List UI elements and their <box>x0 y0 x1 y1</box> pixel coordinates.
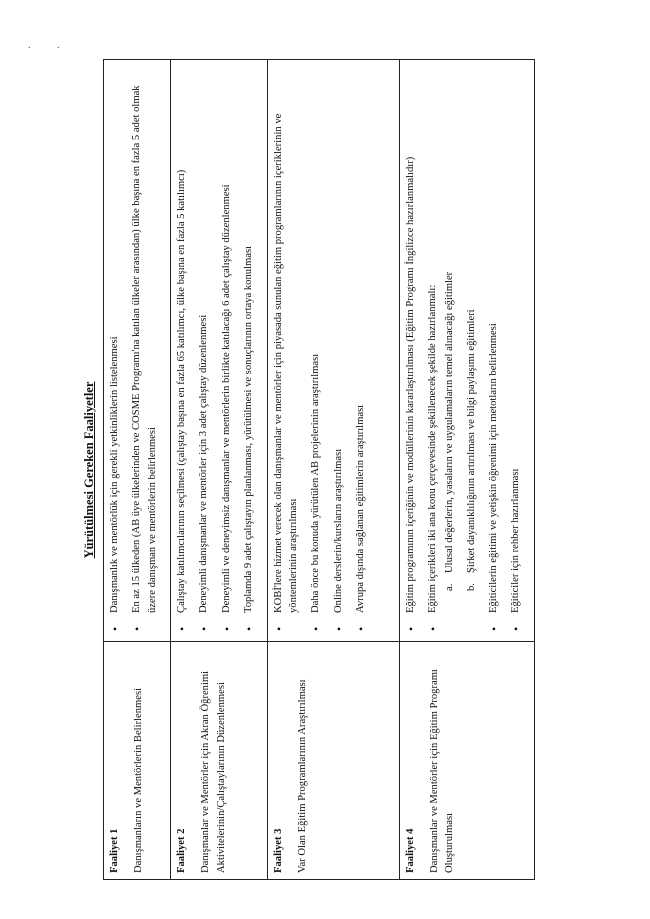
task-item <box>129 66 160 613</box>
task-text: Eğitim programının içeriğinin ve modüllerinin kararlaştırılması (Eğitim Programı İngilizce hazırlanmalıdır) <box>404 156 416 613</box>
document-title: Yürütülmesi Gereken Faaliyetler <box>82 381 96 559</box>
sub-task-text: Ulusal değerlerin, yasaların ve uygulamaların temel alınacağı eğitimler <box>444 271 456 573</box>
activity-name: Danışmanların ve Mentörlerin Belirlenmesi <box>133 687 145 873</box>
task-list <box>403 66 524 635</box>
activity-number: Faaliyet 3 <box>272 828 284 873</box>
activity-number: Faaliyet 2 <box>176 828 188 873</box>
task-item <box>308 66 323 613</box>
task-text: Avrupa dışında sağlanan eğitimlerin araştırılması <box>354 404 366 613</box>
activity-number: Faaliyet 4 <box>404 828 416 873</box>
task-item <box>486 66 501 613</box>
activity-tasks-cell <box>104 60 171 642</box>
activity-name: Danışmanlar ve Mentörler için Eğitim Programı Oluşturulması <box>428 669 456 873</box>
activity-title-cell <box>399 642 534 880</box>
activity-name: Var Olan Eğitim Programlarının Araştırılması <box>296 679 308 873</box>
task-item <box>196 66 211 613</box>
activity-title-cell <box>267 642 399 880</box>
task-text: KOBİ'lere hizmet verecek olan danışmanlar ve mentörler için piyasada sunulan eğitim programlarının içeriklerinin ve yöntemlerinin araştırılması <box>272 113 299 613</box>
task-item <box>508 66 523 613</box>
task-item <box>353 66 368 613</box>
task-item <box>219 66 234 613</box>
task-item <box>331 66 346 613</box>
task-item <box>241 66 256 613</box>
task-list <box>271 66 369 635</box>
task-text: Online derslerin/kursların araştırılması <box>332 448 344 613</box>
task-text: Eğiticilerin eğitimi ve yetişkin öğrenimi için metotların belirlenmesi <box>487 323 499 613</box>
activity-tasks-cell <box>267 60 399 642</box>
sub-task-item <box>442 66 457 591</box>
sub-task-text: Şirket dayanıklılığının artırılması ve bilgi paylaşımı eğitimleri <box>465 309 477 573</box>
scan-specks: . . <box>28 40 72 51</box>
sub-task-marker: b. <box>465 583 477 591</box>
activity-title-cell <box>171 642 267 880</box>
task-list <box>174 66 256 635</box>
task-text: Daha önce bu konuda yürütülen AB projelerinin araştırılması <box>310 353 322 613</box>
activity-row <box>104 60 171 880</box>
task-text: Danışmanlık ve mentörlük için gerekli yetkinliklerin listelenmesi <box>109 336 120 613</box>
task-item <box>174 66 189 613</box>
task-text: Eğiticiler için rehber hazırlanması <box>510 468 522 613</box>
activity-row <box>267 60 399 880</box>
activity-title-cell <box>104 642 171 880</box>
activity-tasks-cell <box>399 60 534 642</box>
task-text: En az 15 ülkeden (AB üye ülkelerinden ve COSME Programı'na katılan ülkeler arasından) ülke başına en fazla 5 adet olmak üzere danışman ve mentörlerin belirlenmesi <box>131 85 158 613</box>
task-item <box>271 66 302 613</box>
task-text: Deneyimli danışmanlar ve mentörler için 3 adet çalıştay düzenlenmesi <box>198 314 210 613</box>
activities-table <box>103 59 535 880</box>
sub-task-list <box>442 66 479 613</box>
activity-name: Danışmanlar ve Mentörler için Akran Öğrenimi Aktivitelerinin/Çalıştaylarının Düzenlenmesi <box>200 670 227 873</box>
task-list <box>107 66 160 635</box>
activity-row <box>399 60 534 880</box>
task-item <box>403 66 418 613</box>
task-text: Eğitim içerikleri iki ana konu çerçevesinde şekillenecek şekilde hazırlanmalı: <box>426 284 438 613</box>
sub-task-marker: a. <box>444 583 456 591</box>
task-text: Deneyimli ve deneyimsiz danışmanlar ve mentörlerin birlikte katılacağı 6 adet çalıştay düzenlenmesi <box>220 184 232 613</box>
task-item <box>425 66 479 613</box>
task-text: Çalıştay katılımcılarının seçilmesi (çalıştay başına en fazla 65 katılımcı, ülke başına en fazla 5 katılımcı) <box>176 169 188 613</box>
sub-task-item <box>464 66 479 591</box>
rotated-page <box>82 60 632 880</box>
activity-row <box>171 60 267 880</box>
activity-tasks-cell <box>171 60 267 642</box>
task-item <box>107 66 122 613</box>
task-text: Toplamda 9 adet çalıştayın planlanması, yürütülmesi ve sonuçlarının ortaya konulması <box>243 245 255 613</box>
activity-number: Faaliyet 1 <box>109 828 120 873</box>
